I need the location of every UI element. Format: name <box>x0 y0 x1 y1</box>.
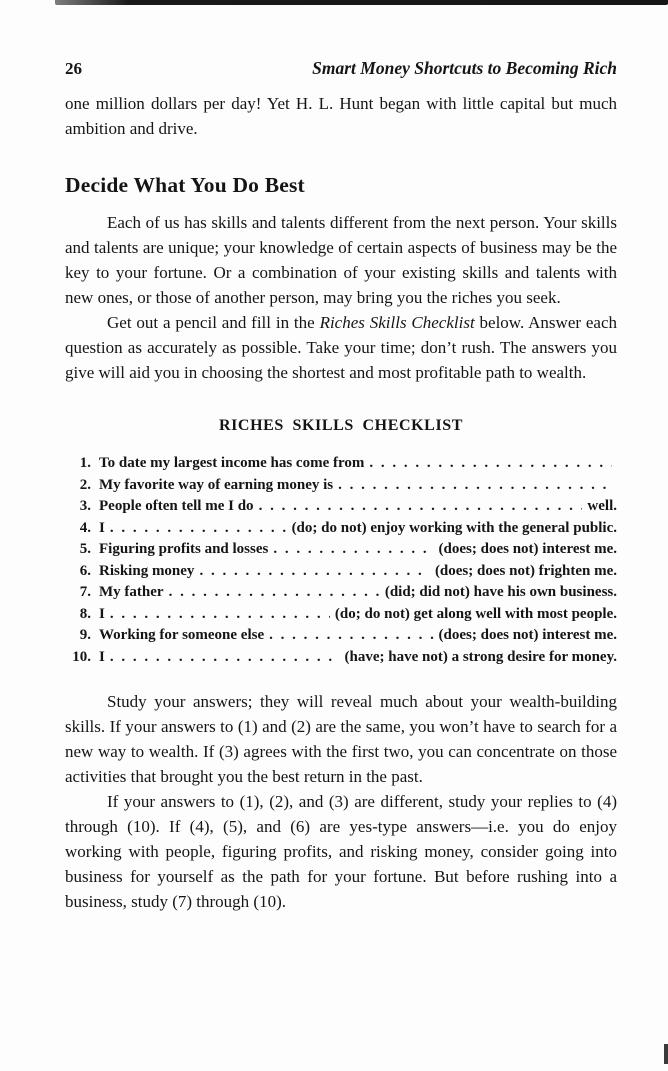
item-text: Figuring profits and losses <box>99 541 269 557</box>
item-text-after: well. <box>587 498 617 514</box>
checklist-item-4 <box>65 518 617 540</box>
dotted-fill-in-blank <box>269 625 433 647</box>
checklist-item-8 <box>65 604 617 626</box>
item-number: 4. <box>79 519 91 536</box>
section-paragraph-1: Each of us has skills and talents different from the next person. Your skills and talents are unique; your knowledge of certain aspects of business may be the key to your fortune. Or a combination of your existing skills and talents with new ones, or those of another person, may bring you the riches you seek. <box>65 213 617 307</box>
item-text-after: (do; do not) get along well with most people. <box>334 605 617 622</box>
item-text-after: (does; does not) interest me. <box>438 627 617 643</box>
item-text-after: (do; do not) enjoy working with the general public. <box>291 519 617 536</box>
dotted-fill-in-blank <box>259 496 583 518</box>
dotted-fill-in-blank <box>338 475 612 497</box>
checklist-item-2 <box>65 475 617 497</box>
checklist-item-7 <box>65 582 617 604</box>
section-paragraph-2 <box>65 310 617 385</box>
item-number: 10. <box>72 648 91 665</box>
item-number: 3. <box>79 498 91 514</box>
item-number: 8. <box>79 605 91 622</box>
item-text: People often tell me I do <box>99 498 254 514</box>
checklist-item-9 <box>65 625 617 647</box>
checklist-item-5 <box>65 539 617 561</box>
checklist-item-1 <box>65 453 617 475</box>
dotted-fill-in-blank <box>369 453 612 475</box>
section-heading: Decide What You Do Best <box>65 173 305 197</box>
dotted-fill-in-blank <box>199 561 430 583</box>
item-text-after: (did; did not) have his own business. <box>384 584 617 600</box>
item-number: 6. <box>79 562 91 579</box>
analysis-paragraph-1: Study your answers; they will reveal much about your wealth-building skills. If your answers to (1) and (2) are the same, you won’t have to search for a new way to wealth. If (3) agrees with the first two, you can concentrate on those activities that brought you the best return in the past. <box>65 692 617 786</box>
item-text: Risking money <box>99 562 195 579</box>
dotted-fill-in-blank <box>169 582 380 604</box>
checklist-item-6 <box>65 561 617 583</box>
text-segment: Get out a pencil and fill in the <box>107 313 320 332</box>
checklist-item-3 <box>65 496 617 518</box>
item-text: To date my largest income has come from <box>99 455 365 471</box>
dotted-fill-in-blank <box>110 604 330 626</box>
item-number: 2. <box>79 476 91 493</box>
running-title: Smart Money Shortcuts to Becoming Rich <box>312 58 617 78</box>
checklist-item-10 <box>65 647 617 669</box>
dotted-fill-in-blank <box>273 539 433 561</box>
page-header <box>65 57 617 80</box>
item-number: 5. <box>79 541 91 557</box>
item-text: My father <box>99 584 164 600</box>
item-number: 9. <box>79 627 91 643</box>
analysis-paragraph-2: If your answers to (1), (2), and (3) are different, study your replies to (4) through (10). If (4), (5), and (6) are yes-type answers—i.e. you do enjoy working with people, figuring profits, and risking money, consider going into business for yourself as the path for your fortune. But before rushing into a business, study (7) through (10). <box>65 792 617 911</box>
item-number: 1. <box>79 455 91 471</box>
item-text-after: (does; does not) frighten me. <box>434 562 617 579</box>
text-segment: below. Answer each question as accurately as possible. Take your time; don’t rush. The answers you give will aid you in choosing the shortest and most profitable path to wealth. <box>65 313 618 382</box>
item-text-after: (does; does not) interest me. <box>438 541 617 557</box>
italic-checklist-reference: Riches Skills Checklist <box>319 313 475 332</box>
riches-skills-checklist <box>65 453 617 668</box>
item-text-after: (have; have not) a strong desire for money. <box>344 648 617 665</box>
dotted-fill-in-blank <box>110 647 340 669</box>
page-number: 26 <box>65 59 82 78</box>
intro-paragraph: one million dollars per day! Yet H. L. Hunt began with little capital but much ambition and drive. <box>65 94 617 138</box>
dotted-fill-in-blank <box>110 518 287 540</box>
item-text: My favorite way of earning money is <box>99 476 334 493</box>
item-number: 7. <box>79 584 91 600</box>
item-text: Working for someone else <box>99 627 265 643</box>
item-text: I <box>99 605 105 622</box>
scan-artifact-top-edge <box>55 0 668 5</box>
scan-artifact-right-edge <box>664 1044 668 1064</box>
checklist-title: RICHES SKILLS CHECKLIST <box>218 417 464 434</box>
item-text: I <box>99 519 105 536</box>
item-text: I <box>99 648 105 665</box>
